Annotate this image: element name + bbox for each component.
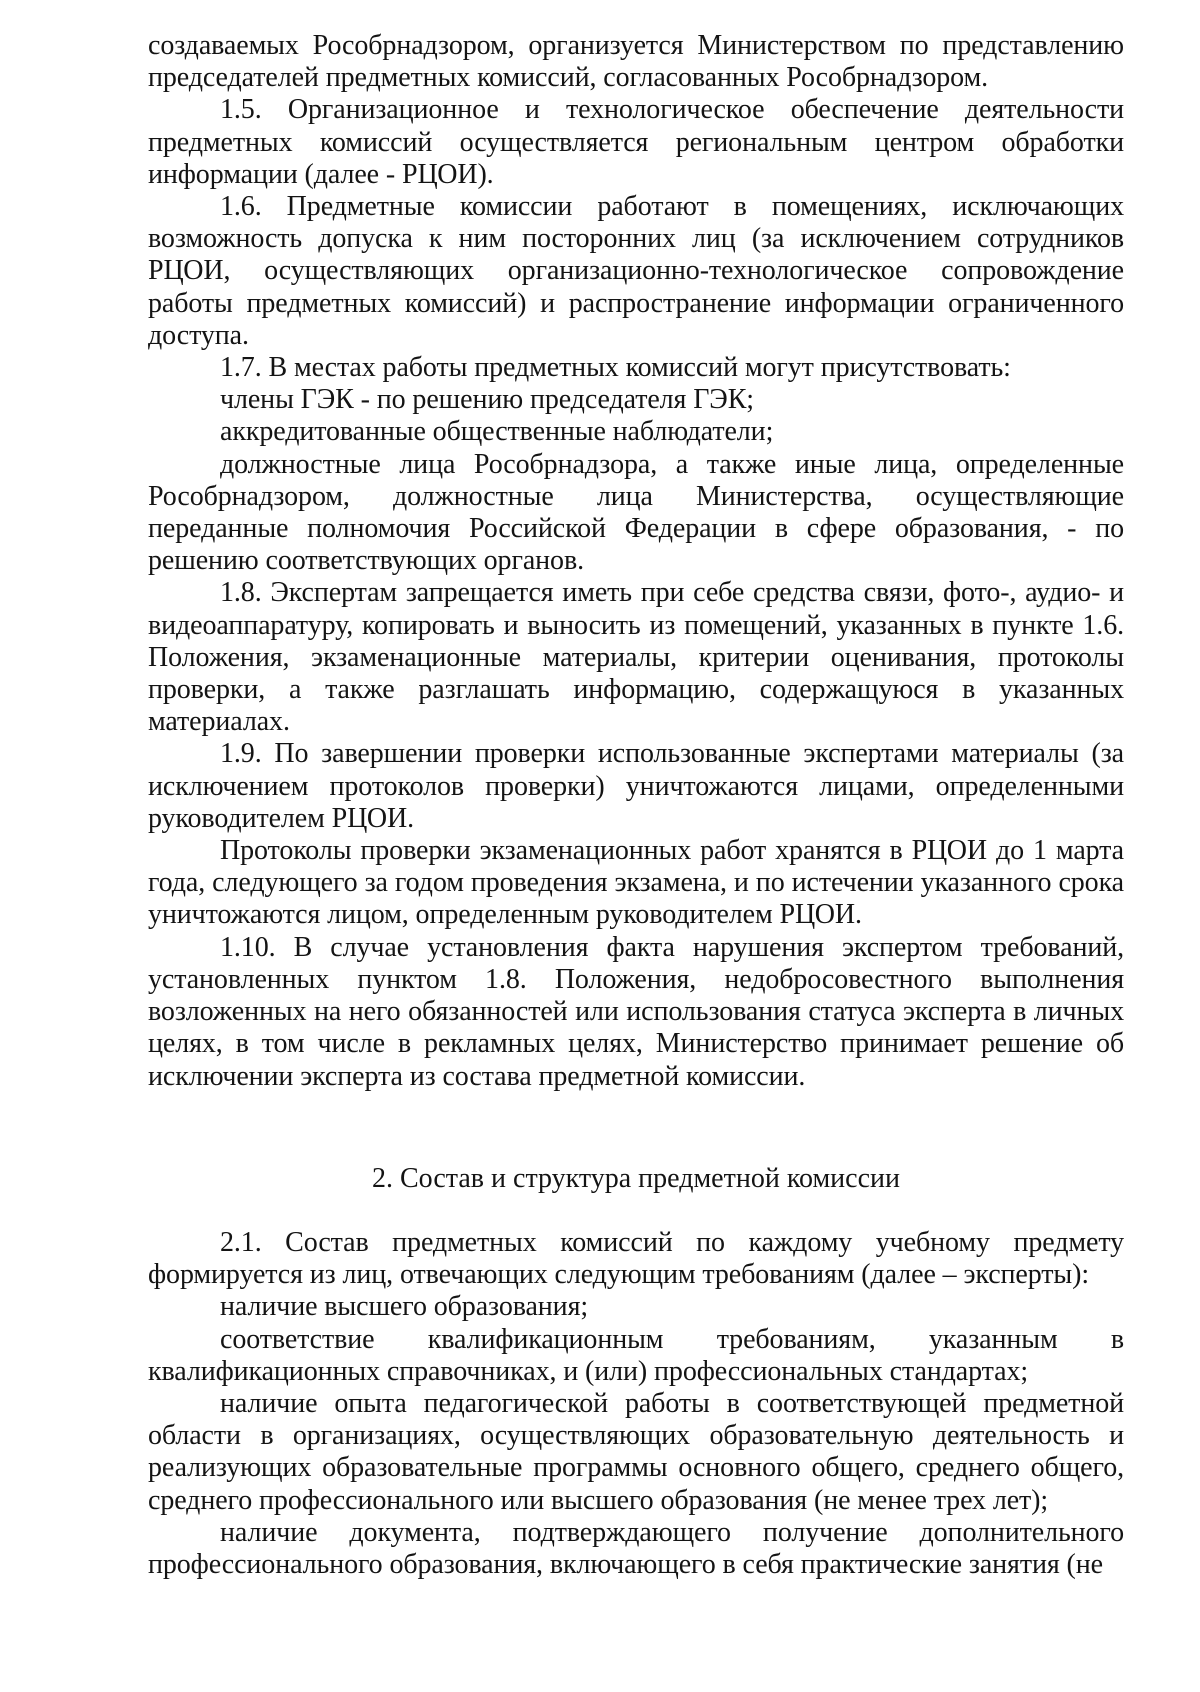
list-item-qualification: соответствие квалификационным требованиям, указанным в квалификационных справочниках, и (или) профессиональных стандартах; xyxy=(148,1323,1124,1387)
list-item-higher-education: наличие высшего образования; xyxy=(220,1291,589,1323)
paragraph-1-5: 1.5. Организационное и технологическое обеспечение деятельности предметных комиссий осуществляется региональным центром обработки информации (далее - РЦОИ). xyxy=(148,94,1124,190)
list-item-officials: должностные лица Рособрнадзора, а также иные лица, определенные Рособрнадзором, должностные лица Министерства, осуществляющие переданные полномочия Российской Федерации в сфере образования, - по решению соответствующих органов. xyxy=(148,448,1124,577)
paragraph-protocols-storage: Протоколы проверки экзаменационных работ хранятся в РЦОИ до 1 марта года, следующего за годом проведения экзамена, и по истечении указанного срока уничтожаются лицом, определенным руководителем РЦОИ. xyxy=(148,835,1124,931)
paragraph-1-8: 1.8. Экспертам запрещается иметь при себе средства связи, фото-, аудио- и видеоаппаратуру, копировать и выносить из помещений, указанных в пункте 1.6. Положения, экзаменационные материалы, критерии оценивания, протоколы проверки, а также разглашать информацию, содержащуюся в указанных материалах. xyxy=(148,577,1124,738)
paragraph-1-6: 1.6. Предметные комиссии работают в помещениях, исключающих возможность допуска к ним посторонних лиц (за исключением сотрудников РЦОИ, осуществляющих организационно-технологическое сопровождение работы предметных комиссий) и распространение информации ограниченного доступа. xyxy=(148,191,1124,351)
document-body-part1 xyxy=(148,30,1124,1093)
paragraph-1-7: 1.7. В местах работы предметных комиссий могут присутствовать: xyxy=(220,352,1011,384)
paragraph-1-10: 1.10. В случае установления факта нарушения экспертом требований, установленных пунктом 1.8. Положения, недобросовестного выполнения возложенных на него обязанностей или использования статуса эксперта в личных целях, в том числе в рекламных целях, Министерство принимает решение об исключении эксперта из состава предметной комиссии. xyxy=(148,931,1124,1092)
list-item-experience: наличие опыта педагогической работы в соответствующей предметной области в организациях, осуществляющих образовательную деятельность и реализующих образовательные программы основного общего, среднего общего, среднего профессионального или высшего образования (не менее трех лет); xyxy=(148,1388,1124,1516)
section-heading: 2. Состав и структура предметной комиссии xyxy=(372,1163,900,1194)
list-item-additional-education: наличие документа, подтверждающего получение дополнительного профессионального образования, включающего в себя практические занятия (не xyxy=(148,1516,1124,1581)
list-item-gek-members: члены ГЭК - по решению председателя ГЭК; xyxy=(220,384,754,416)
paragraph-continuation: создаваемых Рособрнадзором, организуется Министерством по представлению председателей предметных комиссий, согласованных Рособрнадзором. xyxy=(148,30,1124,94)
list-item-observers: аккредитованные общественные наблюдатели; xyxy=(220,416,774,448)
document-body-part2 xyxy=(148,1227,1124,1581)
paragraph-1-9: 1.9. По завершении проверки использованные экспертами материалы (за исключением протоколов проверки) уничтожаются лицами, определенными руководителем РЦОИ. xyxy=(148,738,1124,834)
paragraph-2-1: 2.1. Состав предметных комиссий по каждому учебному предмету формируется из лиц, отвечающих следующим требованиям (далее – эксперты): xyxy=(148,1227,1124,1291)
